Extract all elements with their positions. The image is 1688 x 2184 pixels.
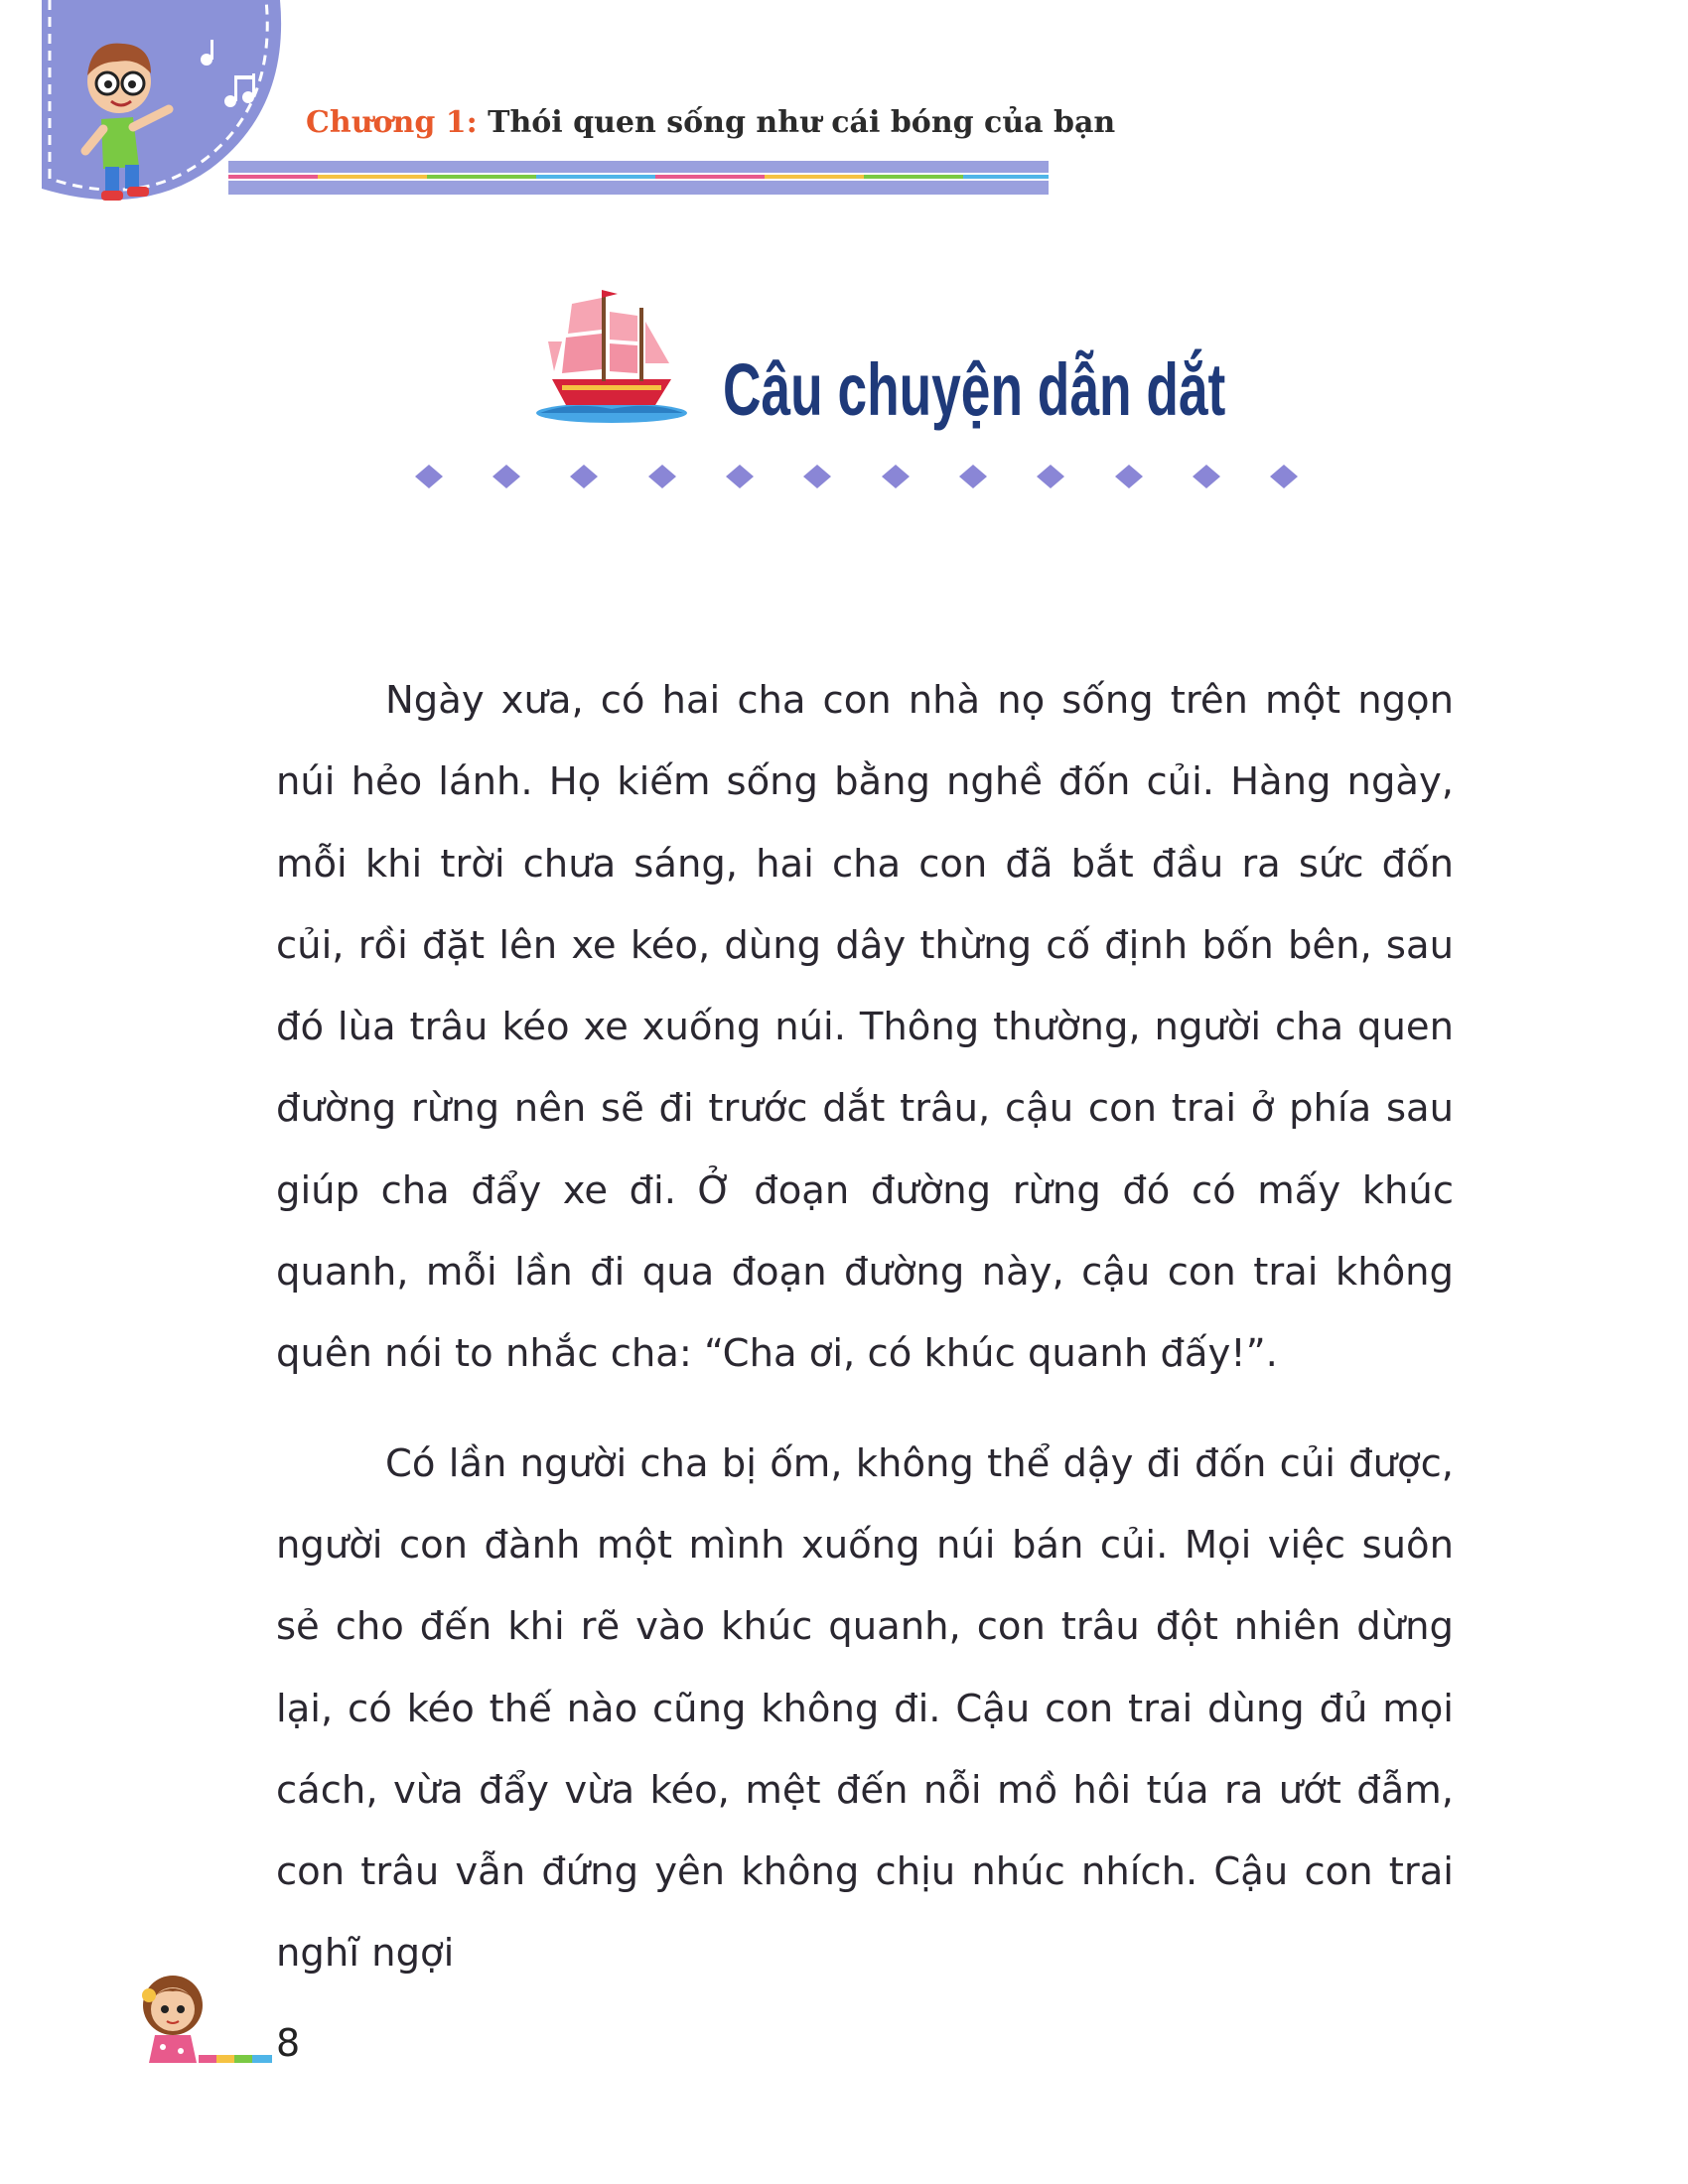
- page-number: 8: [276, 2021, 301, 2065]
- diamond-icon: [882, 465, 910, 488]
- chapter-header: [306, 105, 1115, 140]
- diamond-icon: [803, 465, 831, 488]
- sailing-ship-icon: [532, 282, 689, 431]
- diamond-icon: [726, 465, 754, 488]
- diamond-icon: [1115, 465, 1143, 488]
- diamond-icon: [415, 465, 443, 488]
- chapter-label: Chương 1:: [306, 105, 478, 140]
- section-title: Câu chuyện dẫn dắt: [723, 348, 1226, 431]
- diamond-icon: [648, 465, 676, 488]
- diamond-icon: [1270, 465, 1298, 488]
- diamond-icon: [492, 465, 520, 488]
- diamond-icon: [959, 465, 987, 488]
- diamond-icon: [570, 465, 598, 488]
- story-paragraph: Có lần người cha bị ốm, không thể dậy đi đốn củi được, người con đành một mình xuống núi bán củi. Mọi việc suôn sẻ cho đến khi rẽ vào khúc quanh, con trâu đột nhiên dừng lại, có kéo thế nào cũng không đi. Cậu con trai dùng đủ mọi cách, vừa đẩy vừa kéo, mệt đến nỗi mồ hôi túa ra ướt đẫm, con trâu vẫn đứng yên không chịu nhúc nhích. Cậu con trai nghĩ ngợi: [276, 1440, 1454, 1977]
- footer-color-bar: [199, 2055, 272, 2063]
- diamond-icon: [1037, 465, 1064, 488]
- chapter-title: Thói quen sống như cái bóng của bạn: [488, 105, 1116, 140]
- diamond-icon: [1193, 465, 1220, 488]
- header-rule: [228, 161, 1049, 197]
- story-body: [276, 660, 1454, 1995]
- diamond-divider: [407, 459, 1321, 494]
- story-paragraph: Ngày xưa, có hai cha con nhà nọ sống trên một ngọn núi hẻo lánh. Họ kiếm sống bằng nghề đốn củi. Hàng ngày, mỗi khi trời chưa sáng, hai cha con đã bắt đầu ra sức đốn củi, rồi đặt lên xe kéo, dùng dây thừng cố định bốn bên, sau đó lùa trâu kéo xe xuống núi. Thông thường, người cha quen đường rừng nên sẽ đi trước dắt trâu, cậu con trai ở phía sau giúp cha đẩy xe đi. Ở đoạn đường rừng đó có mấy khúc quanh, mỗi lần đi qua đoạn đường này, cậu con trai không quên nói to nhắc cha: “Cha ơi, có khúc quanh đấy!”.: [276, 678, 1454, 1377]
- girl-illustration-icon: [127, 1966, 216, 2067]
